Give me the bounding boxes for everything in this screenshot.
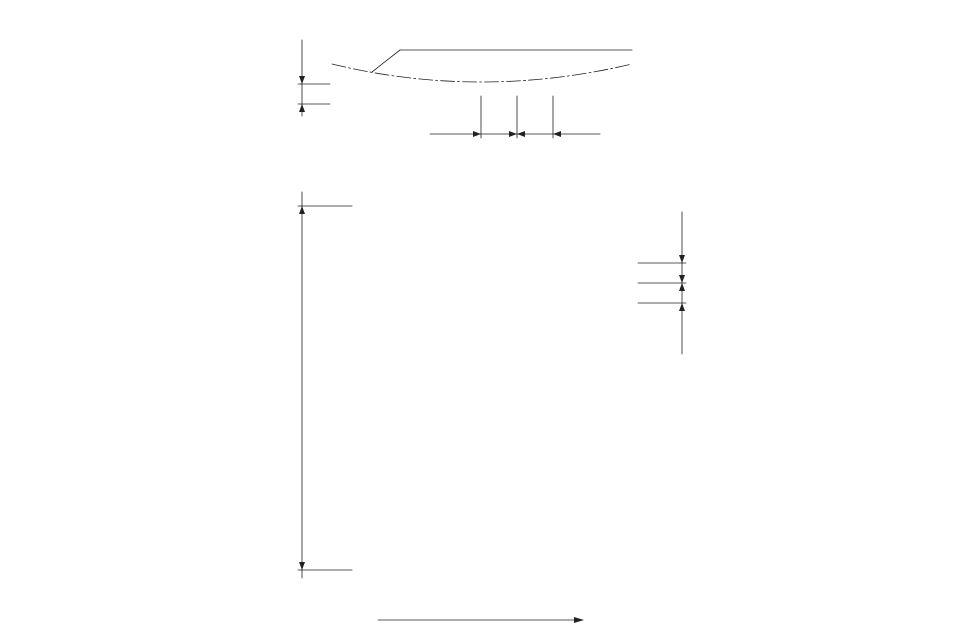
- radius-leader: [372, 50, 400, 72]
- spacing-arrow-3: [679, 275, 685, 283]
- pitch-arrow-3: [509, 131, 517, 137]
- height-arrow-top: [299, 76, 305, 84]
- pitch-arrow-2: [517, 131, 525, 137]
- spacing-arrow-4: [679, 303, 685, 311]
- spacing-arrow-2: [679, 283, 685, 291]
- minimum-radius-arc: [332, 64, 632, 82]
- spacing-arrow-1: [679, 255, 685, 263]
- direction-indicator: [378, 617, 584, 623]
- length-arrow-top: [299, 206, 305, 214]
- length-arrow-bottom: [299, 562, 305, 570]
- height-arrow-bottom: [299, 104, 305, 112]
- pitch-arrow-4: [553, 131, 561, 137]
- pitch-arrow-1: [473, 131, 481, 137]
- top-view: [298, 192, 686, 578]
- direction-arrowhead: [574, 617, 584, 623]
- side-view: [298, 40, 632, 138]
